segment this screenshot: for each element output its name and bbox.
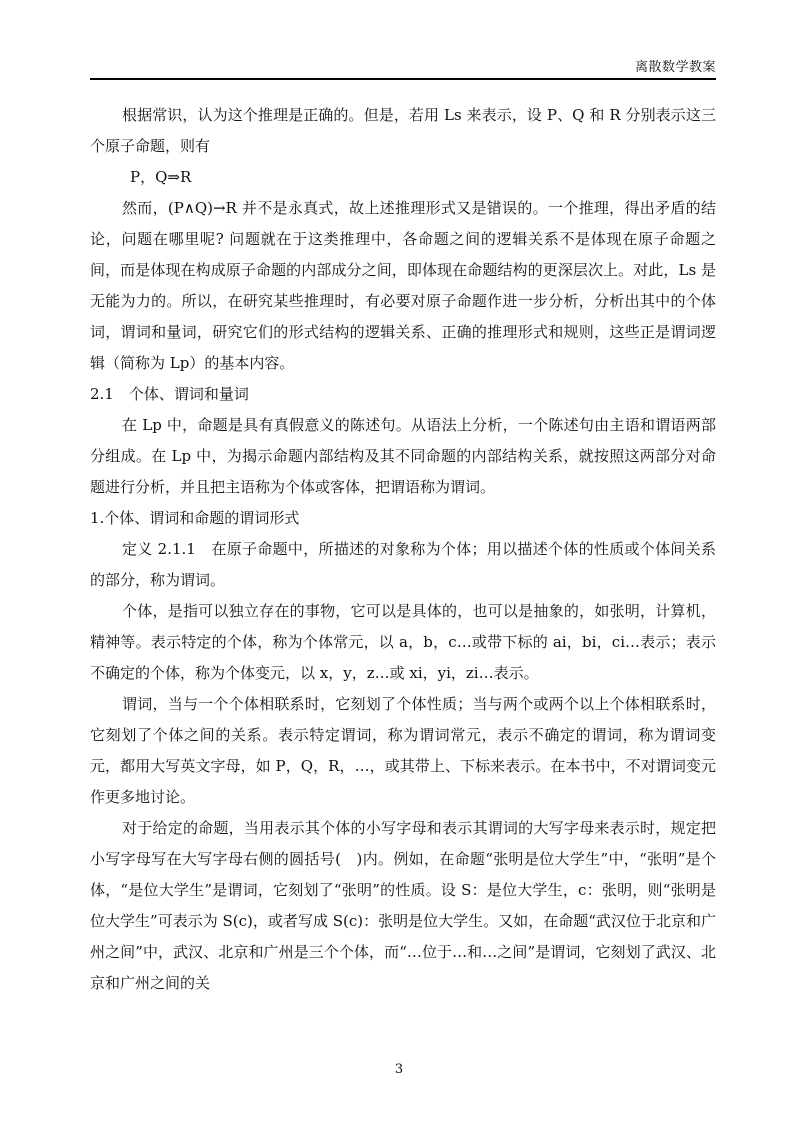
paragraph: 谓词，当与一个个体相联系时，它刻划了个体性质；当与两个或两个以上个体相联系时，它刻划了个体之间的关系。表示特定谓词，称为谓词常元，表示不确定的谓词，称为谓词变元，都用大写英文字母，如 P，Q，R，…，或其带上、下标来表示。在本书中，不对谓词变元作更多地讨论。 xyxy=(90,695,716,806)
definition-paragraph: 定义 2.1.1 在原子命题中，所描述的对象称为个体；用以描述个体的性质或个体间关系的部分，称为谓词。 xyxy=(90,540,716,589)
section-heading: 2.1 个体、谓词和量词 xyxy=(90,385,249,403)
page-number: 3 xyxy=(394,1062,404,1077)
header-rule xyxy=(90,78,716,80)
formula: P，Q⇒R xyxy=(130,168,192,186)
page-body xyxy=(90,100,716,999)
paragraph: 个体，是指可以独立存在的事物，它可以是具体的，也可以是抽象的，如张明，计算机，精神等。表示特定的个体，称为个体常元，以 a，b，c…或带下标的 ai，bi，ci…表示；表示不确定的个体，称为个体变元，以 x，y，z…或 xi，yi，zi…表示。 xyxy=(90,602,716,682)
paragraph: 在 Lp 中，命题是具有真假意义的陈述句。从语法上分析，一个陈述句由主语和谓语两部分组成。在 Lp 中，为揭示命题内部结构及其不同命题的内部结构关系，就按照这两部分对命题进行分析，并且把主语称为个体或客体，把谓语称为谓词。 xyxy=(90,416,716,496)
page-header xyxy=(90,56,716,78)
paragraph: 然而，(P∧Q)→R 并不是永真式，故上述推理形式又是错误的。一个推理，得出矛盾的结论，问题在哪里呢? 问题就在于这类推理中，各命题之间的逻辑关系不是体现在原子命题之间，而是体现在构成原子命题的内部成分之间，即体现在命题结构的更深层次上。对此，Ls 是无能为力的。所以，在研究某些推理时，有必要对原子命题作进一步分析，分析出其中的个体词，谓词和量词，研究它们的形式结构的逻辑关系、正确的推理形式和规则，这些正是谓词逻辑（简称为 Lp）的基本内容。 xyxy=(90,199,716,372)
paragraph: 根据常识，认为这个推理是正确的。但是，若用 Ls 来表示，设 P、Q 和 R 分别表示这三个原子命题，则有 xyxy=(90,106,716,155)
header-title: 离散数学教案 xyxy=(634,60,716,75)
paragraph: 对于给定的命题，当用表示其个体的小写字母和表示其谓词的大写字母来表示时，规定把小写字母写在大写字母右侧的圆括号( )内。例如，在命题“张明是位大学生”中，“张明”是个体，“是位大学生”是谓词，它刻划了“张明”的性质。设 S：是位大学生，c：张明，则“张明是位大学生”可表示为 S(c)，或者写成 S(c)：张明是位大学生。又如，在命题“武汉位于北京和广州之间”中，武汉、北京和广州是三个个体，而“…位于…和…之间”是谓词，它刻划了武汉、北京和广州之间的关 xyxy=(90,819,716,992)
subsection-heading: 1.个体、谓词和命题的谓词形式 xyxy=(90,509,300,527)
